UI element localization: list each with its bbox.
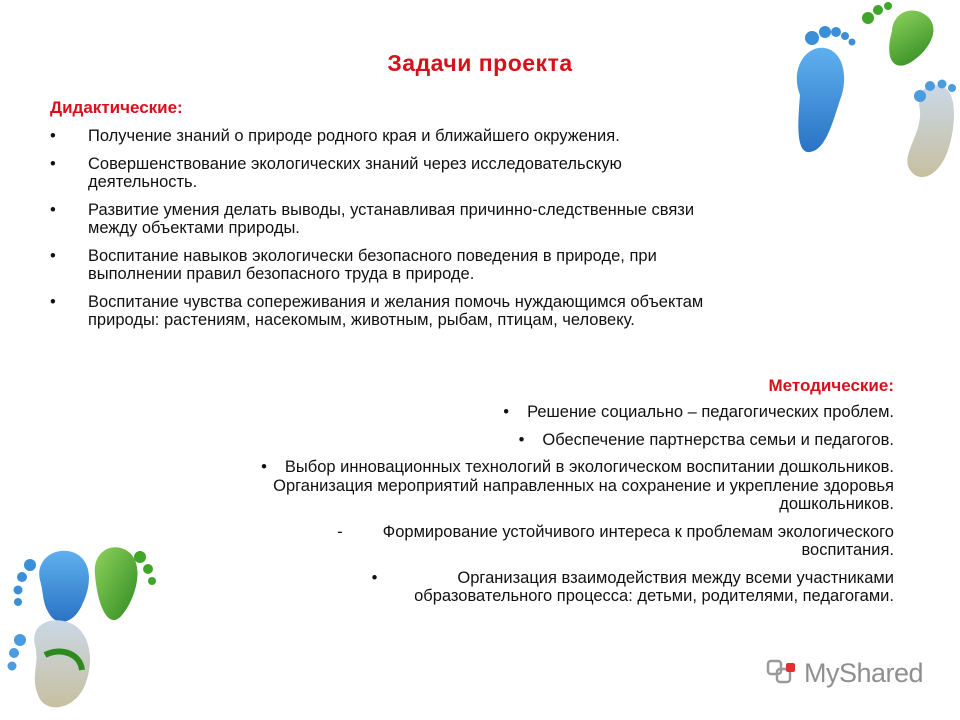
list-item-line: выполнении правил безопасного труда в природе. — [88, 265, 475, 283]
list-item-line: образовательного процесса: детьми, родителями, педагогами. — [414, 587, 894, 605]
list-item-line: Воспитание чувства сопереживания и желания помочь нуждающимся объектам — [88, 292, 704, 311]
list-item — [54, 569, 894, 606]
list-item — [50, 127, 900, 146]
list-item-line: дошкольников. — [779, 495, 894, 513]
bullet-icon: • — [371, 568, 378, 587]
list-item-line: Организация взаимодействия между всеми участниками — [457, 568, 894, 587]
list-item — [50, 293, 900, 330]
list-item — [54, 523, 894, 560]
footprint-icon — [8, 620, 91, 707]
bullet-icon: • — [518, 430, 525, 449]
page-title: Задачи проекта — [387, 50, 573, 76]
list-item — [54, 431, 894, 450]
methodical-heading: Методические: — [768, 376, 894, 395]
list-item-line: Организация мероприятий направленных на сохранение и укрепление здоровья — [273, 476, 894, 495]
myshared-logo[interactable] — [766, 655, 923, 691]
list-item-line: Формирование устойчивого интереса к проблемам экологического — [382, 522, 894, 541]
bullet-icon: • — [503, 403, 510, 421]
list-item-line: воспитания. — [801, 541, 894, 559]
bullet-icon: • — [50, 246, 56, 265]
list-item — [54, 458, 894, 514]
list-item-line: природы: растениям, насекомым, животным, рыбам, птицам, человеку. — [88, 311, 635, 329]
list-item — [50, 247, 900, 284]
list-item-line: Воспитание навыков экологически безопасного поведения в природе, при — [88, 246, 657, 265]
methodical-list — [54, 403, 894, 615]
list-item — [54, 403, 894, 422]
bullet-icon: • — [50, 127, 56, 145]
bullet-icon: • — [261, 458, 267, 476]
bullet-icon: • — [50, 154, 56, 173]
didactic-heading: Дидактические: — [50, 98, 183, 117]
list-item-line: Выбор инновационных технологий в экологическом воспитании дошкольников. — [284, 458, 894, 476]
logo-text: MyShared — [804, 657, 924, 688]
myshared-logo-icon — [766, 656, 800, 690]
list-item-line: Совершенствование экологических знаний через исследовательскую — [88, 154, 622, 173]
list-item — [50, 155, 900, 192]
list-item-line: Обеспечение партнерства семьи и педагогов. — [542, 430, 894, 449]
footprint-icon — [907, 80, 956, 178]
bullet-icon: - — [337, 522, 343, 541]
bullet-icon: • — [50, 200, 56, 219]
didactic-list — [50, 127, 900, 339]
list-item-line: деятельность. — [88, 173, 198, 191]
list-item-line: Получение знаний о природе родного края и ближайшего окружения. — [88, 127, 620, 145]
list-item-line: Развитие умения делать выводы, устанавливая причинно-следственные связи — [88, 200, 695, 219]
bullet-icon: • — [50, 292, 56, 311]
list-item-line: между объектами природы. — [88, 219, 300, 237]
list-item-line: Решение социально – педагогических проблем. — [527, 403, 894, 421]
list-item — [50, 201, 900, 238]
